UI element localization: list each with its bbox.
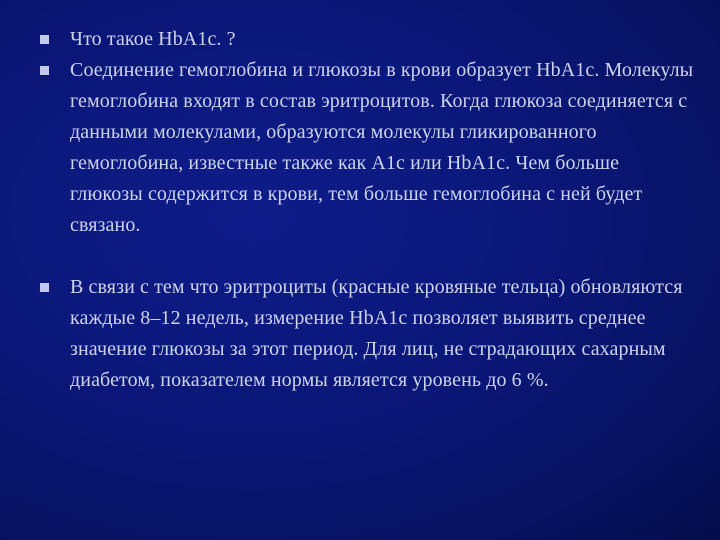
bullet-text: В связи с тем что эритроциты (красные кровяные тельца) обновляются каждые 8–12 недель, измерение HbA1c позволяет выявить среднее значение глюкозы за этот период. Для лиц, не страдающих сахарным диабетом, показателем нормы является уровень до 6 %. (70, 276, 683, 391)
bullet-item-measurement (40, 272, 695, 396)
bullet-item-question (40, 24, 695, 55)
square-bullet-icon (40, 283, 49, 292)
square-bullet-icon (40, 35, 49, 44)
bullet-text: Что такое HbA1c. ? (70, 28, 236, 50)
bullet-item-definition (40, 55, 695, 241)
bullet-list (40, 24, 695, 396)
bullet-text: Соединение гемоглобина и глюкозы в крови образует HbA1c. Молекулы гемоглобина входят в состав эритроцитов. Когда глюкоза соединяется с данными молекулами, образуются молекулы гликированного гемоглобина, известные также как A1c или HbA1c. Чем больше глюкозы содержится в крови, тем больше гемоглобина с ней будет связано. (70, 59, 694, 236)
square-bullet-icon (40, 66, 49, 75)
